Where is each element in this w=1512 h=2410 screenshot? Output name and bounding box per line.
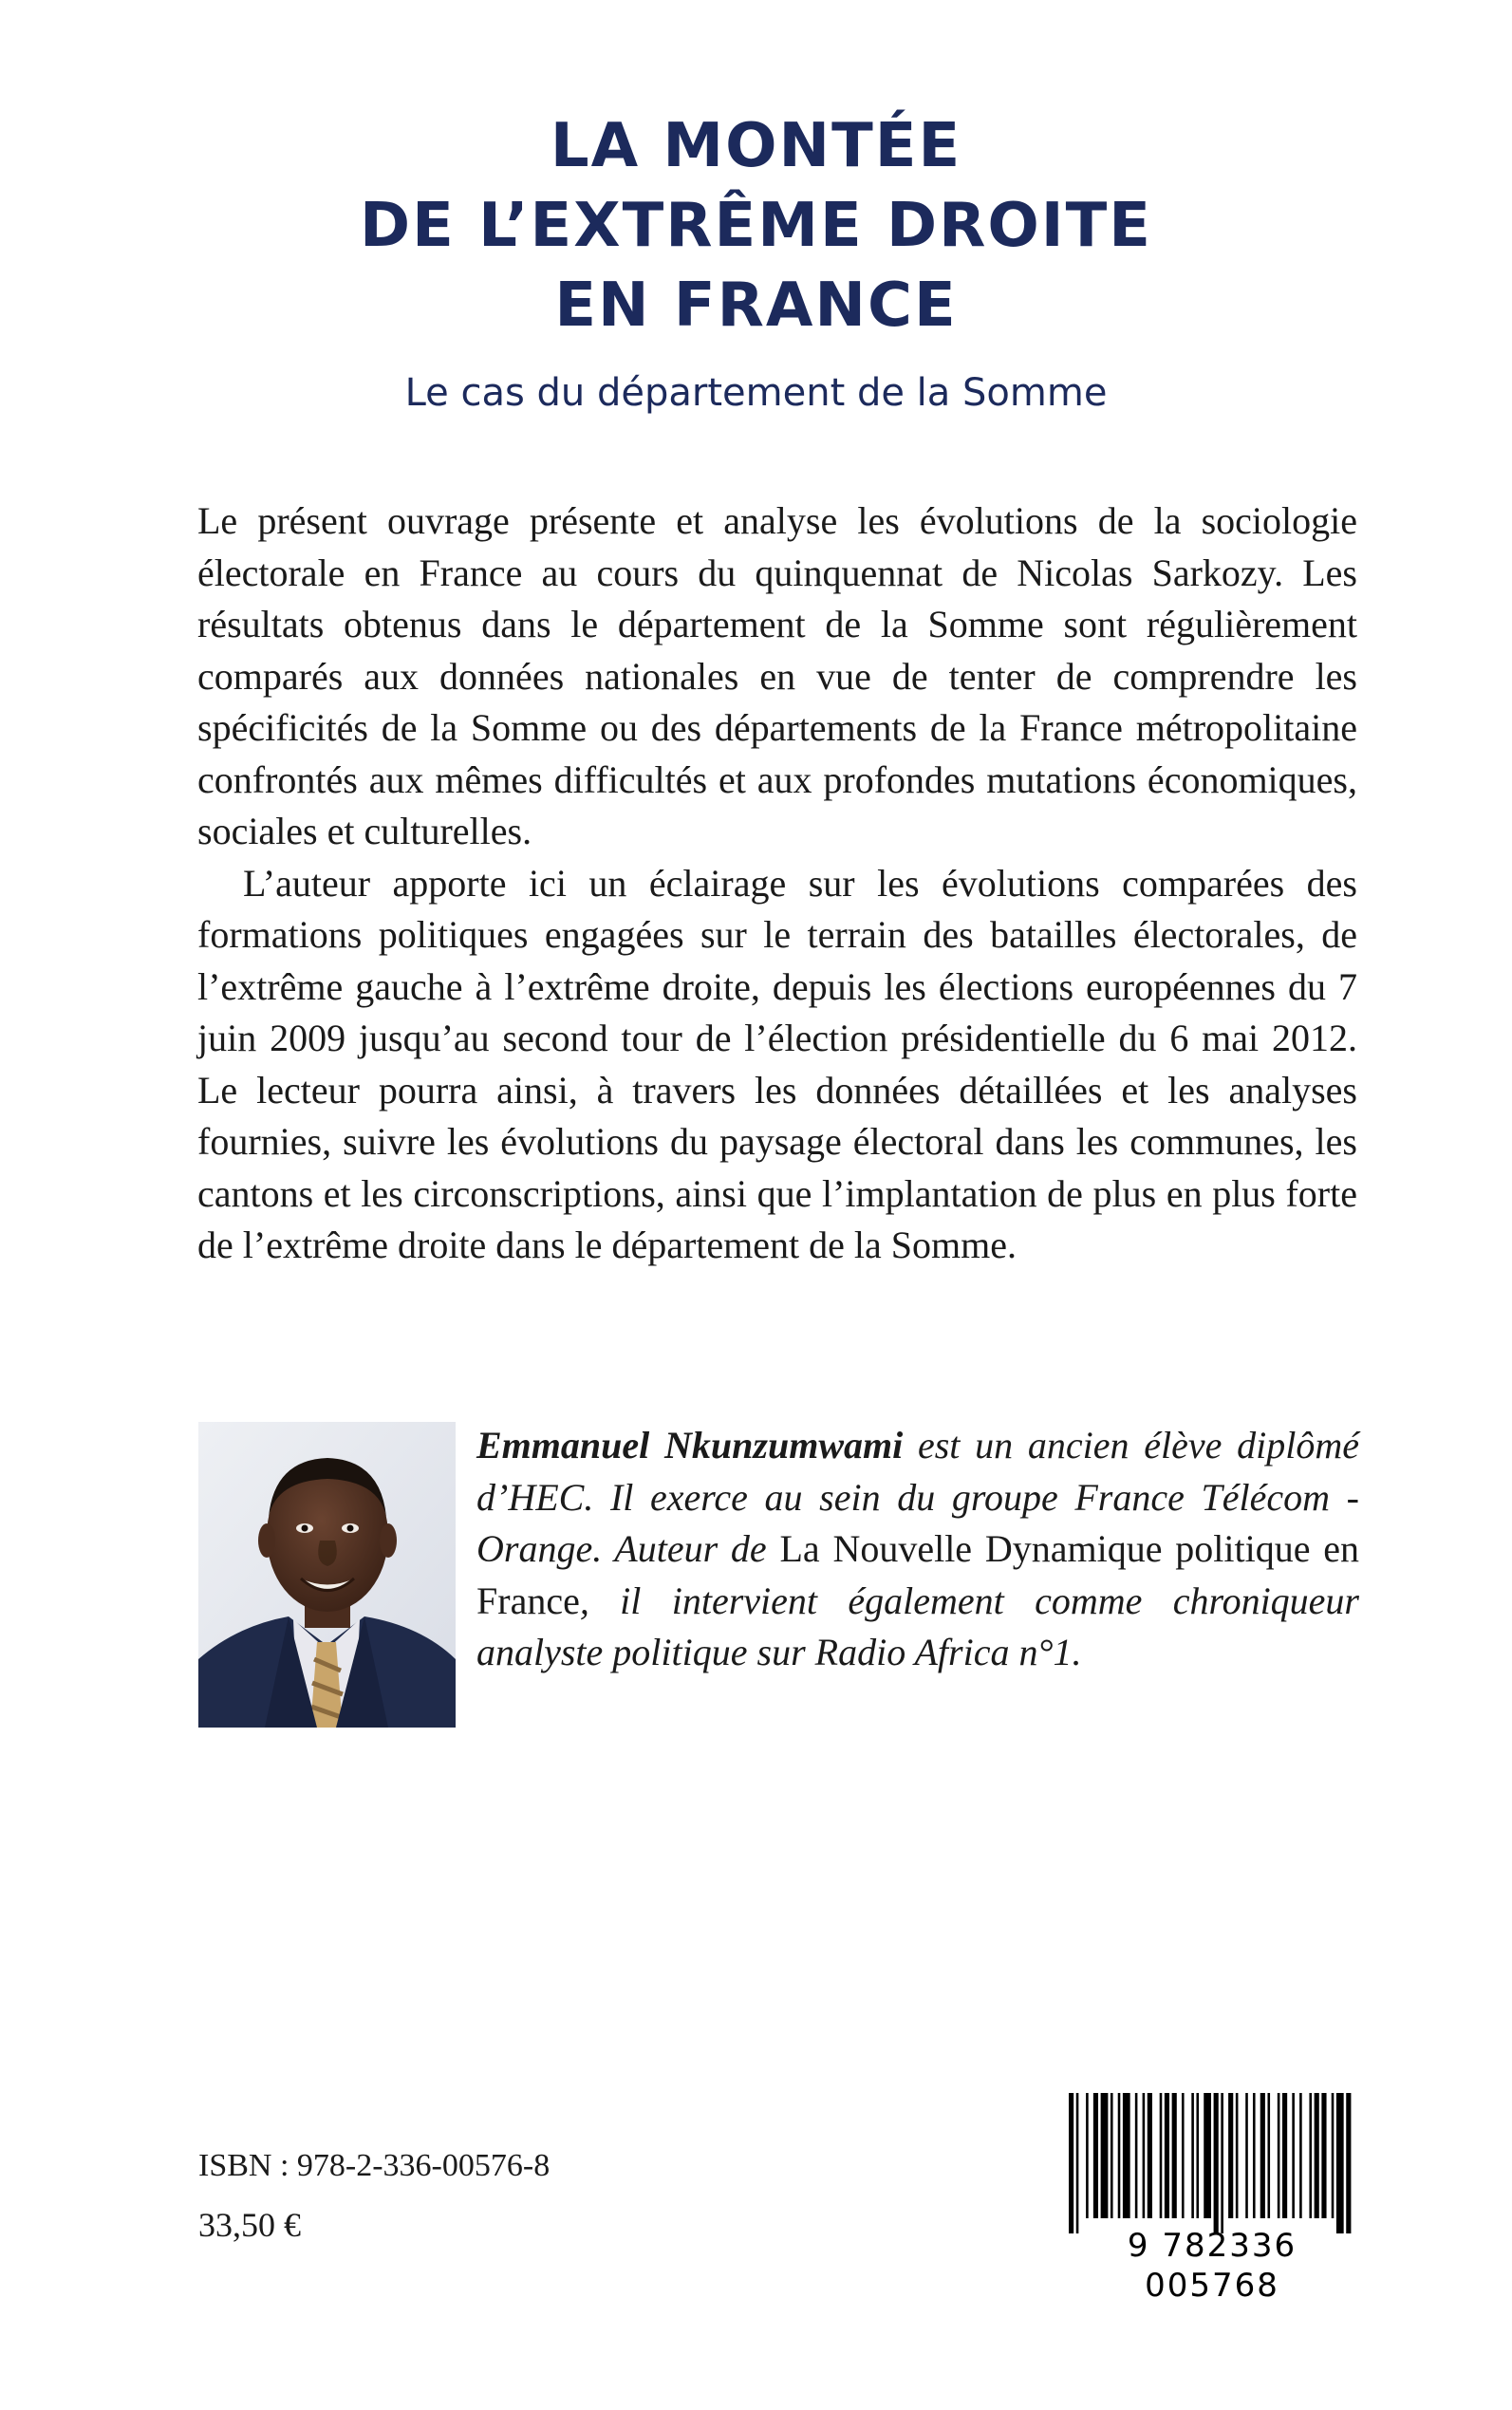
barcode-bar [1221, 2093, 1223, 2233]
barcode-bar [1143, 2093, 1146, 2218]
barcode-bar [1191, 2093, 1194, 2218]
bio-text-b: , il intervient également comme chroniqueur analyste politique sur Radio Africa n°1. [476, 1579, 1359, 1673]
barcode-bar [1069, 2093, 1073, 2233]
barcode-bar [1315, 2093, 1319, 2218]
barcode-bar [1118, 2093, 1121, 2218]
barcode-bar [1172, 2093, 1177, 2218]
barcode-bar [1228, 2093, 1233, 2218]
title-line-1: LA MONTÉE [550, 111, 962, 181]
barcode-bar [1260, 2093, 1265, 2218]
bio-text-a: est un ancien élève diplômé d’HEC. Il exerce au sein du groupe France Télécom - Orange. Auteur de [476, 1424, 1359, 1570]
barcode-bar [1135, 2093, 1138, 2218]
blurb-paragraph-2: L’auteur apporte ici un éclairage sur les évolutions comparées des formations politiques engagées sur le terrain des batailles électorales, de l’extrême gauche à l’extrême droite, depuis les élections européennes du 7 juin 2009 jusqu’au second tour de l’élection présidentielle du 6 mai 2012. Le lecteur pourra ainsi, à travers les données détaillées et les analyses fournies, suivre les évolutions du paysage électoral dans les communes, les cantons et les circonscriptions, ainsi que l’implantation de plus en plus forte de l’extrême droite dans le département de la Somme. [197, 861, 1357, 1266]
barcode-bar [1148, 2093, 1152, 2218]
barcode-bar [1346, 2093, 1351, 2233]
price: 33,50 € [198, 2206, 301, 2244]
author-photo [198, 1422, 456, 1728]
barcode-bar [1236, 2093, 1239, 2218]
barcode-bar [1076, 2093, 1079, 2233]
author-portrait-image [198, 1422, 456, 1728]
barcode-bar [1332, 2093, 1335, 2218]
barcode-bar [1321, 2093, 1326, 2218]
barcode-bar [1292, 2093, 1295, 2218]
title-line-3: EN FRANCE [554, 271, 958, 341]
author-bio [476, 1420, 1359, 1679]
barcode-bar [1123, 2093, 1130, 2218]
barcode-bar [1282, 2093, 1287, 2218]
barcode-bar [1278, 2093, 1280, 2218]
barcode-bar [1182, 2093, 1185, 2218]
barcode-bar [1196, 2093, 1199, 2218]
barcode-bar [1165, 2093, 1169, 2218]
barcode-bars [1069, 2093, 1353, 2233]
barcode-bar [1101, 2093, 1109, 2218]
barcode-bar [1336, 2093, 1344, 2233]
barcode-bar [1086, 2093, 1089, 2218]
blurb-paragraph-1: Le présent ouvrage présente et analyse les évolutions de la sociologie électorale en France au cours du quinquennat de Nicolas Sarkozy. Les résultats obtenus dans le département de la Somme sont régulièrement comparés aux données nationales en vue de tenter de comprendre les spécificités de la Somme ou des départements de la France métropolitaine confrontés aux mêmes difficultés et aux profondes mutations économiques, sociales et culturelles. [197, 499, 1357, 852]
barcode-bar [1214, 2093, 1219, 2233]
barcode-bar [1267, 2093, 1270, 2218]
isbn: ISBN : 978-2-336-00576-8 [198, 2148, 551, 2183]
barcode-bar [1204, 2093, 1211, 2218]
barcode-bar [1093, 2093, 1098, 2218]
barcode-bar [1111, 2093, 1113, 2218]
barcode-bar [1309, 2093, 1312, 2218]
barcode-bar [1253, 2093, 1256, 2218]
book-title [0, 106, 1512, 346]
barcode-digits: 9 782336 005768 [1127, 2227, 1297, 2305]
barcode-bar [1299, 2093, 1302, 2218]
author-name: Emmanuel Nkunzumwami [476, 1424, 904, 1467]
blurb [197, 495, 1357, 1272]
book-subtitle: Le cas du département de la Somme [404, 371, 1108, 415]
barcode-bar [1245, 2093, 1248, 2218]
barcode [1059, 2093, 1365, 2305]
barcode-bar [1160, 2093, 1163, 2218]
previous-book-title: La Nouvelle Dynamique politique en France [476, 1527, 1360, 1622]
title-line-2: DE L’EXTRÊME DROITE [360, 191, 1152, 261]
